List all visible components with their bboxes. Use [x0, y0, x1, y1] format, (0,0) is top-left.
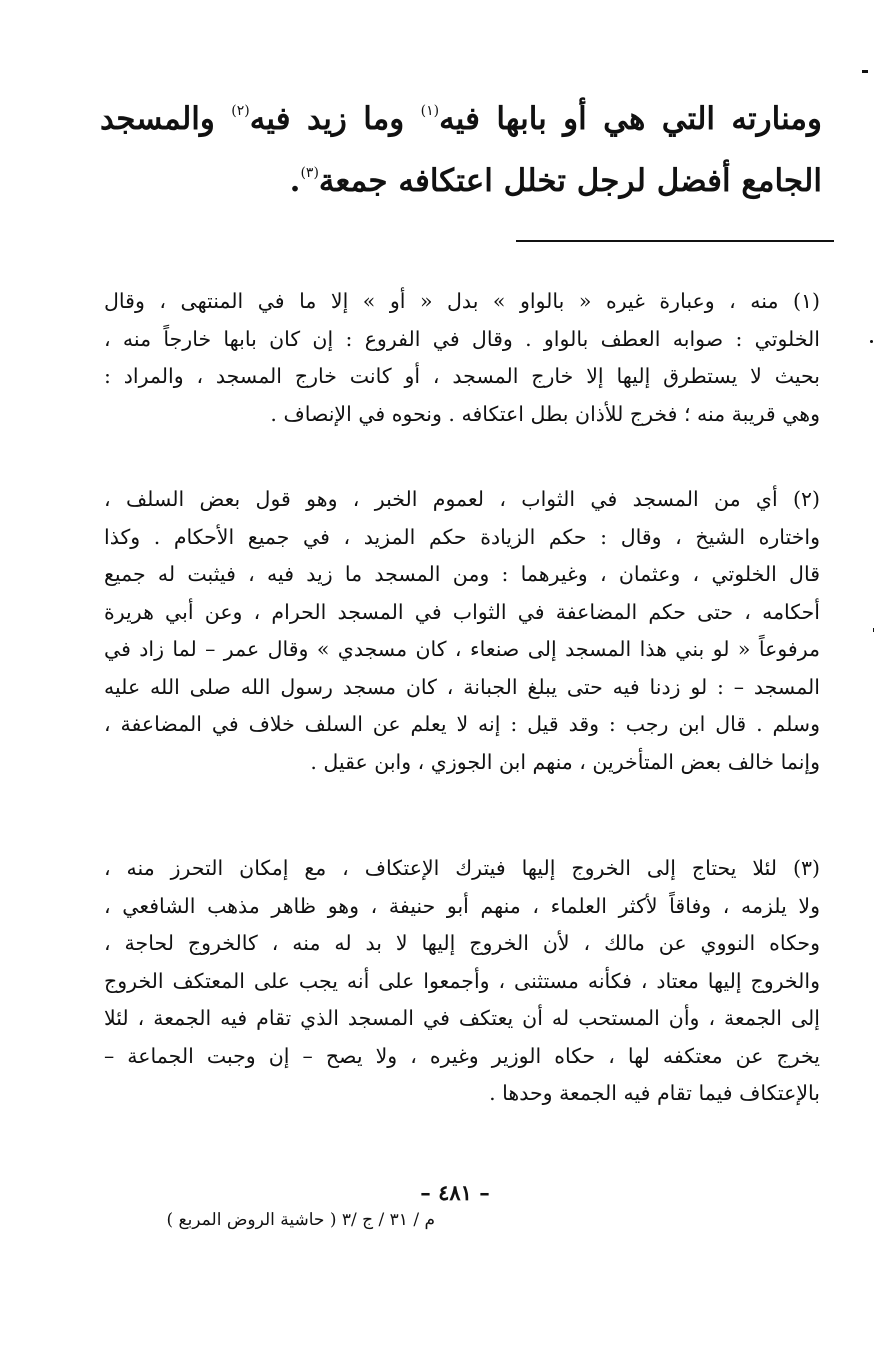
footnote-3 — [104, 850, 820, 1113]
footnote-line: ولا يلزمه ، وفاقاً لأكثر العلماء ، منهم أبو حنيفة ، وهو ظاهر مذهب الشافعي ، — [104, 893, 820, 918]
footnote-ref-1[interactable]: (١) — [420, 103, 440, 119]
footnote-line: مرفوعاً « لو بني هذا المسجد إلى صنعاء ، كان مسجدي » وقال عمر – لما زاد في — [104, 637, 820, 661]
footnote-line: الخلوتي : صوابه العطف بالواو . وقال في الفروع : إن كان بابها خارجاً منه ، — [104, 326, 820, 351]
footnote-ref-3[interactable]: (٣) — [300, 165, 319, 181]
footnote-1 — [104, 283, 820, 433]
main-line-1: ومنارته التي هي أو بابها فيه$^{(١)}$ وما زيد فيه$^{(٢)}$ والمسجد — [100, 101, 823, 137]
main-text — [100, 88, 822, 212]
footnote-line: بحيث لا يستطرق إليها إلا خارج المسجد ، أو كانت خارج المسجد ، والمراد : — [104, 364, 820, 388]
footnote-line: قال الخلوتي ، وعثمان ، وغيرهما : ومن المسجد ما زيد فيه ، فيثبت له جميع — [104, 562, 820, 586]
scan-speck — [870, 340, 873, 343]
footnote-line: المسجد – : لو زدنا فيه حتى يبلغ الجبانة ، كان مسجد رسول الله صلى الله عليه — [104, 674, 820, 699]
footnote-line: يخرج عن معتكفه لها ، حكاه الوزير وغيره ، ولا يصح – إن وجبت الجماعة – — [104, 1043, 820, 1068]
footnote-line: (٢) أي من المسجد في الثواب ، لعموم الخبر ، وهو قول بعض السلف ، — [104, 487, 820, 511]
footnote-line: واختاره الشيخ ، وقال : حكم الزيادة حكم المزيد ، في جميع الأحكام . وكذا — [104, 524, 820, 549]
footnote-line: بالإعتكاف فيما تقام فيه الجمعة وحدها . — [489, 1081, 820, 1105]
page-number: – ٤٨١ – — [420, 1180, 490, 1205]
footnote-line: وإنما خالف بعض المتأخرين ، منهم ابن الجوزي ، وابن عقيل . — [310, 749, 820, 774]
footnote-line: وحكاه النووي عن مالك ، لأن الخروج إليها لا بد له منه ، كالخروج لحاجة ، — [104, 931, 820, 955]
footnote-line: وسلم . قال ابن رجب : وقد قيل : إنه لا يعلم عن السلف خلاف في المضاعفة ، — [104, 712, 820, 736]
footnote-2 — [104, 481, 820, 781]
footnote-line: إلى الجمعة ، وأن المستحب له أن يعتكف في المسجد الذي تقام فيه الجمعة ، لئلا — [104, 1006, 820, 1030]
footnote-line: أحكامه ، حتى حكم المضاعفة في الثواب في المسجد الحرام ، وعن أبي هريرة — [104, 599, 820, 624]
footnote-line: وهي قريبة منه ؛ فخرج للأذان بطل اعتكافه . ونحوه في الإنصاف . — [270, 401, 820, 426]
footnote-ref-2[interactable]: (٢) — [231, 103, 250, 119]
footnote-line: والخروج إليها معتاد ، فكأنه مستثنى ، وأجمعوا على أنه يجب على المعتكف الخروج — [104, 968, 820, 993]
footnote-line: (٣) لئلا يحتاج إلى الخروج إليها فيترك الإعتكاف ، مع إمكان التحرز منه ، — [104, 856, 820, 880]
scan-speck — [862, 70, 868, 73]
footnote-line: (١) منه ، وعبارة غيره « بالواو » بدل « أو » إلا ما في المنتهى ، وقال — [104, 289, 820, 313]
printer-signature: م / ٣١ / ج /٣ ( حاشية الروض المربع ) — [166, 1210, 435, 1230]
footnote-divider — [516, 240, 834, 242]
main-line-2: الجامع أفضل لرجل تخلل اعتكافه جمعة$^{(٣)}$. — [289, 163, 822, 199]
